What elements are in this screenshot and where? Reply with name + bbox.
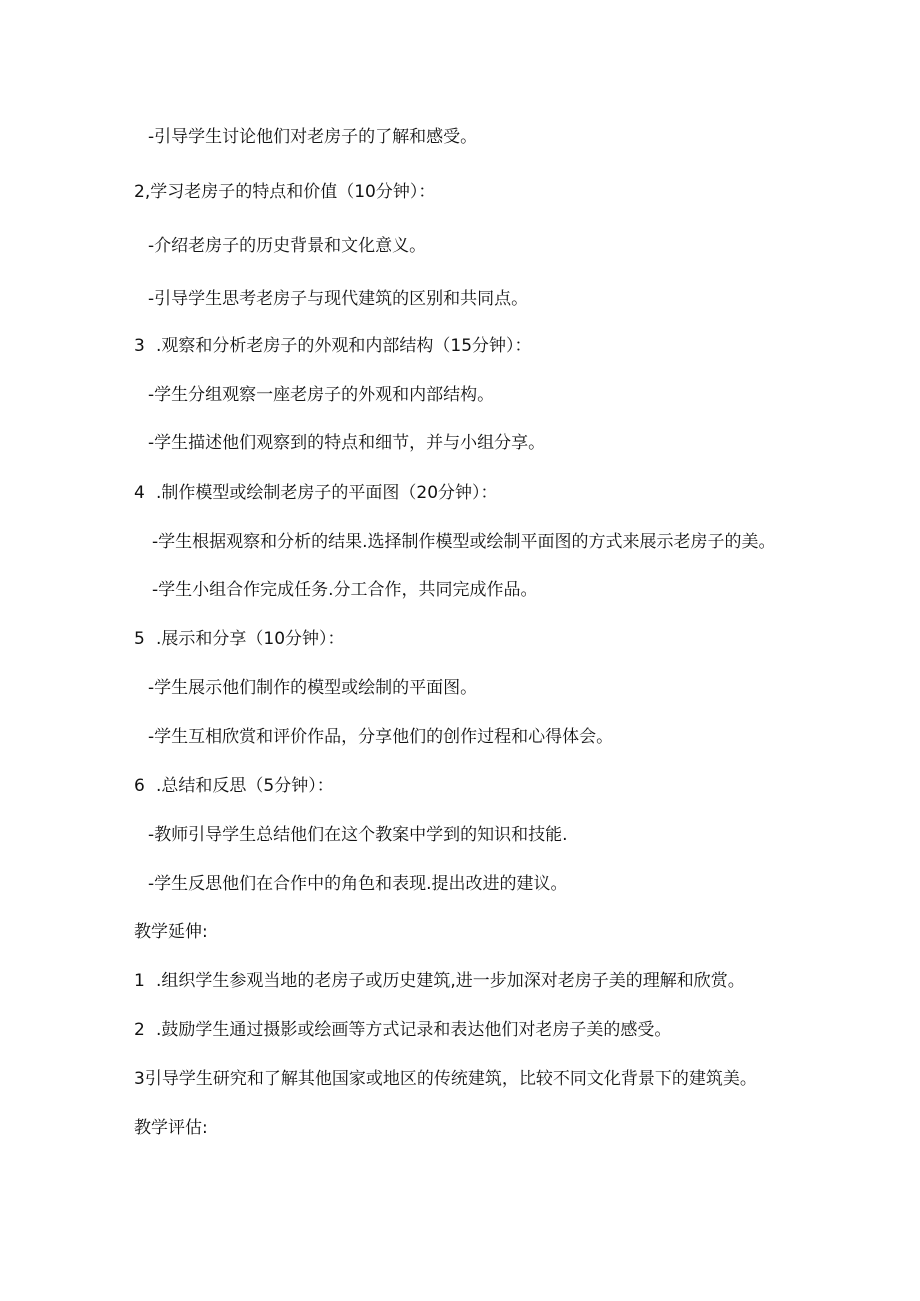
text-line (148, 288, 528, 310)
line-text: -教师引导学生总结他们在这个教案中学到的知识和技能. (148, 825, 568, 845)
item-number: 1 (134, 971, 145, 991)
line-text: .组织学生参观当地的老房子或历史建筑,进一步加深对老房子美的理解和欣赏。 (156, 971, 745, 991)
line-text: -学生描述他们观察到的特点和细节，并与小组分享。 (148, 433, 546, 453)
line-text: 3引导学生研究和了解其他国家或地区的传统建筑，比较不同文化背景下的建筑美。 (134, 1069, 757, 1089)
line-text: .总结和反思（5分钟）： (156, 776, 334, 796)
text-line (148, 432, 545, 454)
list-item (134, 970, 745, 992)
list-item (134, 1019, 671, 1041)
line-text: -学生分组观察一座老房子的外观和内部结构。 (148, 385, 495, 405)
text-line (152, 531, 776, 553)
list-item (134, 1068, 757, 1090)
line-text: .观察和分析老房子的外观和内部结构（15分钟）： (156, 336, 532, 356)
line-text: 教学延伸: (134, 922, 208, 942)
text-line (148, 384, 494, 406)
section-title (134, 1117, 208, 1139)
line-text: -学生小组合作完成任务.分工合作，共同完成作品。 (152, 580, 538, 600)
item-number: 2 (134, 1020, 145, 1040)
text-line (148, 126, 477, 148)
text-line (152, 579, 538, 601)
line-text: .制作模型或绘制老房子的平面图（20分钟）： (156, 483, 498, 503)
line-text: -介绍老房子的历史背景和文化意义。 (148, 236, 427, 256)
line-text: -引导学生思考老房子与现代建筑的区别和共同点。 (148, 289, 529, 309)
text-line (148, 824, 568, 846)
section-heading (134, 628, 345, 650)
line-text: .展示和分享（10分钟）： (156, 629, 345, 649)
line-text: 2,学习老房子的特点和价值（10分钟）： (134, 182, 436, 202)
line-text: -学生互相欣赏和评价作品，分享他们的创作过程和心得体会。 (148, 727, 614, 747)
section-heading (134, 181, 435, 203)
section-number: 6 (134, 776, 145, 796)
section-heading (134, 335, 532, 357)
section-number: 3 (134, 336, 145, 356)
section-heading (134, 482, 498, 504)
line-text: 教学评估: (134, 1118, 208, 1138)
line-text: -学生反思他们在合作中的角色和表现.提出改进的建议。 (148, 874, 568, 894)
section-number: 5 (134, 629, 145, 649)
line-text: -引导学生讨论他们对老房子的了解和感受。 (148, 127, 478, 147)
line-text: -学生展示他们制作的模型或绘制的平面图。 (148, 678, 478, 698)
text-line (148, 873, 568, 895)
line-text: -学生根据观察和分析的结果.选择制作模型或绘制平面图的方式来展示老房子的美。 (152, 532, 776, 552)
text-line (148, 235, 426, 257)
section-title (134, 921, 208, 943)
section-heading (134, 775, 334, 797)
text-line (148, 726, 613, 748)
line-text: .鼓励学生通过摄影或绘画等方式记录和表达他们对老房子美的感受。 (156, 1020, 672, 1040)
section-number: 4 (134, 483, 145, 503)
text-line (148, 677, 477, 699)
